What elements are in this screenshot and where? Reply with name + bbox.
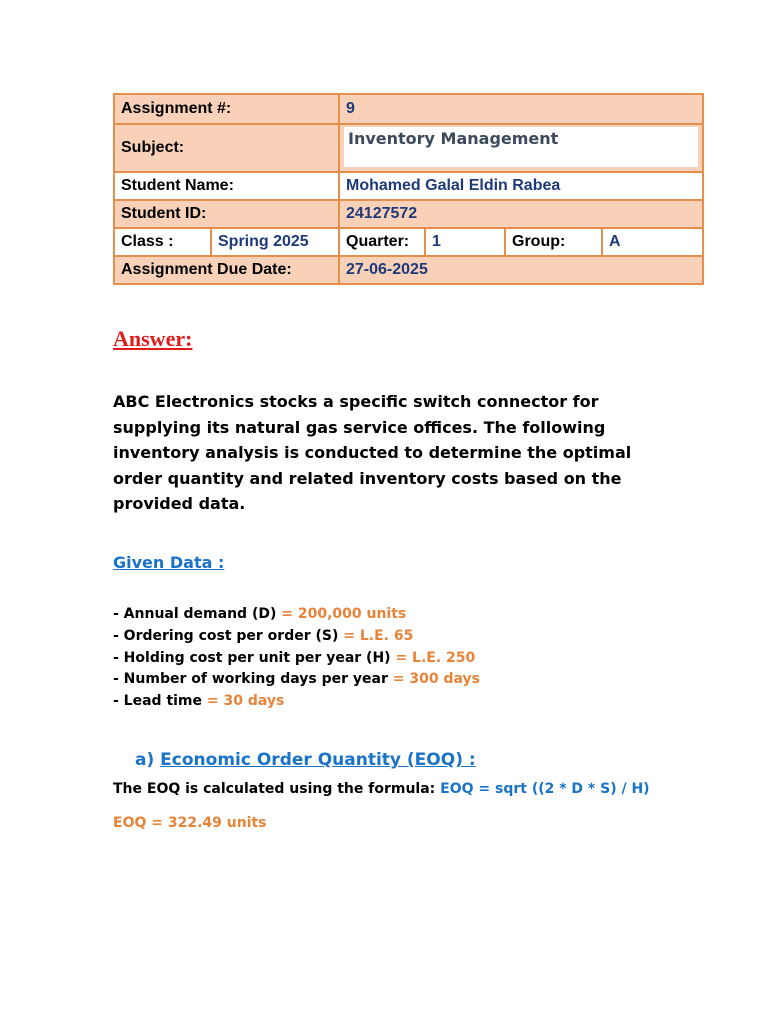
quarter-label: Quarter: (339, 228, 425, 256)
list-item (113, 604, 480, 626)
holding-cost-label: - Holding cost per unit per year (H) (113, 649, 396, 666)
lead-time-label: - Lead time (113, 693, 207, 710)
list-item (113, 648, 480, 670)
due-date-label: Assignment Due Date: (114, 256, 339, 284)
lead-time-value: = 30 days (206, 693, 285, 710)
student-id-label: Student ID: (114, 200, 339, 228)
answer-heading: Answer: (113, 326, 193, 351)
due-date-value: 27-06-2025 (339, 256, 703, 284)
eoq-heading-title: Economic Order Quantity (EOQ) : (160, 750, 476, 770)
assignment-label: Assignment #: (114, 94, 339, 124)
eoq-section-heading (135, 750, 476, 770)
subject-label: Subject: (114, 124, 339, 172)
eoq-formula-line (113, 781, 650, 797)
class-label: Class : (114, 228, 211, 256)
assignment-info-table (113, 93, 704, 285)
class-row (114, 228, 703, 256)
group-label: Group: (505, 228, 602, 256)
eoq-formula: EOQ = sqrt ((2 * D * S) / H) (440, 781, 650, 797)
formula-intro: The EOQ is calculated using the formula: (113, 781, 441, 797)
eoq-result: EOQ = 322.49 units (113, 815, 267, 831)
annual-demand-value: = 200,000 units (281, 606, 407, 622)
student-name-row (114, 172, 703, 200)
holding-cost-value: = L.E. 250 (395, 649, 476, 666)
assignment-row (114, 94, 703, 124)
due-date-row (114, 256, 703, 284)
working-days-label: - Number of working days per year (113, 671, 393, 688)
student-id-row (114, 200, 703, 228)
subject-value: Inventory Management (344, 127, 698, 167)
list-item (113, 626, 480, 648)
assignment-value: 9 (339, 94, 703, 124)
working-days-value: = 300 days (392, 671, 480, 688)
list-item (113, 691, 480, 713)
intro-paragraph: ABC Electronics stocks a specific switch connector for supplying its natural gas service offices. The following inventory analysis is conducted to determine the optimal order quantity and related inventory costs based on the provided data. (113, 392, 632, 513)
quarter-value: 1 (425, 228, 505, 256)
student-id-value: 24127572 (339, 200, 703, 228)
given-data-title: Given Data : (113, 553, 225, 572)
student-name-label: Student Name: (114, 172, 339, 200)
annual-demand-label: - Annual demand (D) (113, 606, 282, 622)
given-data-list (113, 604, 480, 713)
group-value: A (602, 228, 703, 256)
ordering-cost-label: - Ordering cost per order (S) (113, 627, 344, 644)
ordering-cost-value: = L.E. 65 (343, 627, 414, 644)
subject-value-cell (339, 124, 703, 172)
subject-row (114, 124, 703, 172)
class-value: Spring 2025 (211, 228, 339, 256)
student-name-value: Mohamed Galal Eldin Rabea (339, 172, 703, 200)
eoq-heading-prefix: a) (135, 750, 161, 770)
list-item (113, 669, 480, 691)
